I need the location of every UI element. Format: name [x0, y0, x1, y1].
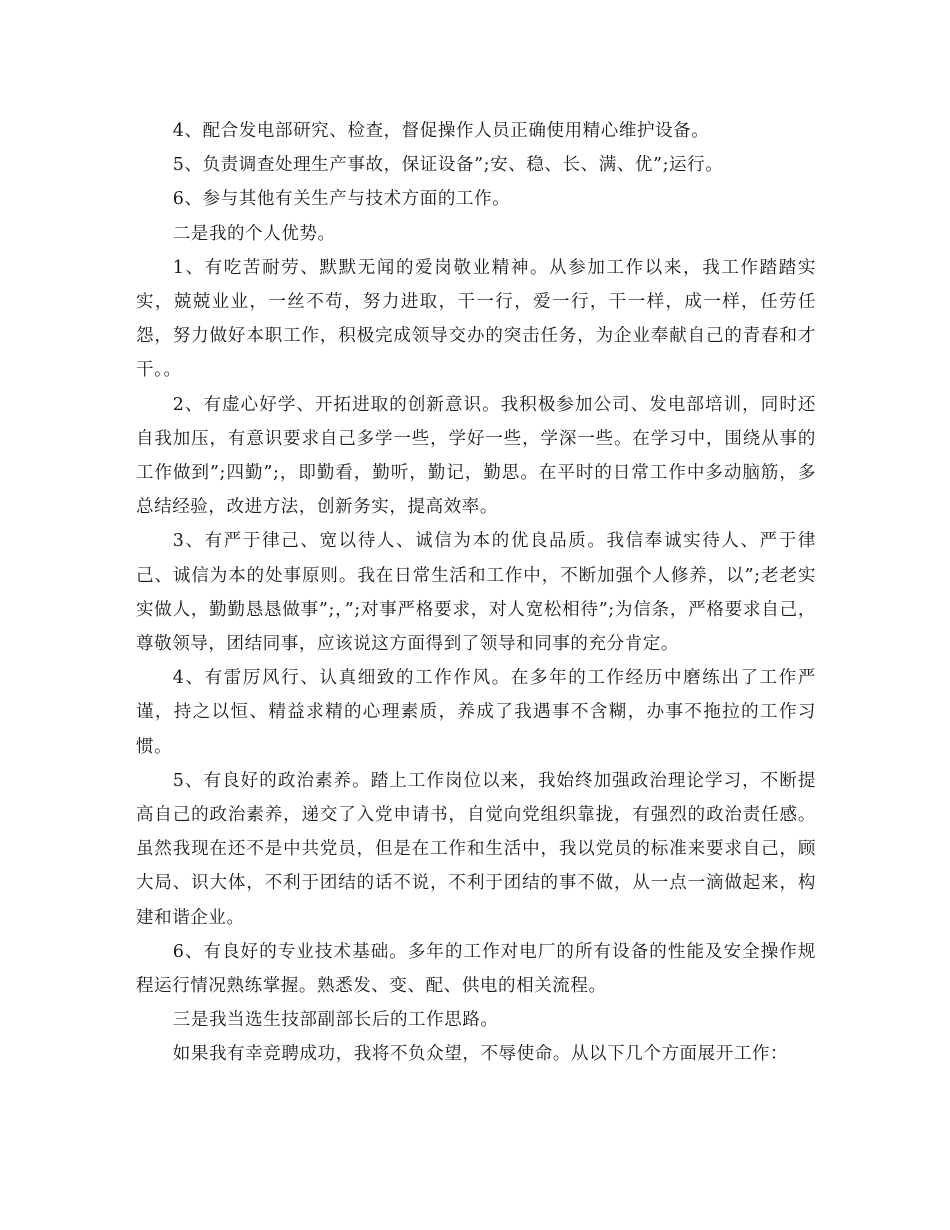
paragraph-advantage-6: 6、有良好的专业技术基础。多年的工作对电厂的所有设备的性能及安全操作规程运行情况熟练掌握。熟悉发、变、配、供电的相关流程。: [136, 941, 816, 997]
paragraph-duty-6: 6、参与其他有关生产与技术方面的工作。: [172, 189, 511, 210]
paragraph-duty-5: 5、负责调查处理生产事故，保证设备”;安、稳、长、满、优”;运行。: [172, 155, 724, 176]
paragraph-work-plan-intro: 如果我有幸竞聘成功，我将不负众望，不辱使命。从以下几个方面展开工作：: [172, 1044, 789, 1065]
document-body: [136, 114, 816, 1072]
paragraph-advantage-3: 3、有严于律己、宽以待人、诚信为本的优良品质。我信奉诚实待人、严于律己、诚信为本的处事原则。我在日常生活和工作中，不断加强个人修养，以”;老老实实做人，勤勤恳恳做事”;，”;对事严格要求，对人宽松相待”;为信条，严格要求自己，尊敬领导，团结同事，应该说这方面得到了领导和同事的充分肯定。: [136, 531, 816, 655]
paragraph-advantage-5: 5、有良好的政治素养。踏上工作岗位以来，我始终加强政治理论学习，不断提高自己的政治素养，递交了入党申请书，自觉向党组织靠拢，有强烈的政治责任感。虽然我现在还不是中共党员，但是在工作和生活中，我以党员的标准来要求自己，顾大局、识大体，不利于团结的话不说，不利于团结的事不做，从一点一滴做起来，构建和谐企业。: [136, 770, 816, 928]
paragraph-advantage-1: 1、有吃苦耐劳、默默无闻的爱岗敬业精神。从参加工作以来，我工作踏踏实实，兢兢业业，一丝不苟，努力进取，干一行，爱一行，干一样，成一样，任劳任怨，努力做好本职工作，积极完成领导交办的突击任务，为企业奉献自己的青春和才干。。: [136, 257, 816, 381]
paragraph-duty-4: 4、配合发电部研究、检查，督促操作人员正确使用精心维护设备。: [172, 121, 710, 141]
section-heading-advantages: 二是我的个人优势。: [172, 223, 336, 244]
paragraph-advantage-4: 4、有雷厉风行、认真细致的工作作风。在多年的工作经历中磨练出了工作严谨，持之以恒、精益求精的心理素质，养成了我遇事不含糊，办事不拖拉的工作习惯。: [136, 668, 816, 757]
paragraph-advantage-2: 2、有虚心好学、开拓进取的创新意识。我积极参加公司、发电部培训，同时还自我加压，有意识要求自己多学一些，学好一些，学深一些。在学习中，围绕从事的工作做到”;四勤”;，即勤看，勤听，勤记，勤思。在平时的日常工作中多动脑筋，多总结经验，改进方法，创新务实，提高效率。: [136, 394, 816, 518]
section-heading-work-plan: 三是我当选生技部副部长后的工作思路。: [172, 1010, 499, 1031]
